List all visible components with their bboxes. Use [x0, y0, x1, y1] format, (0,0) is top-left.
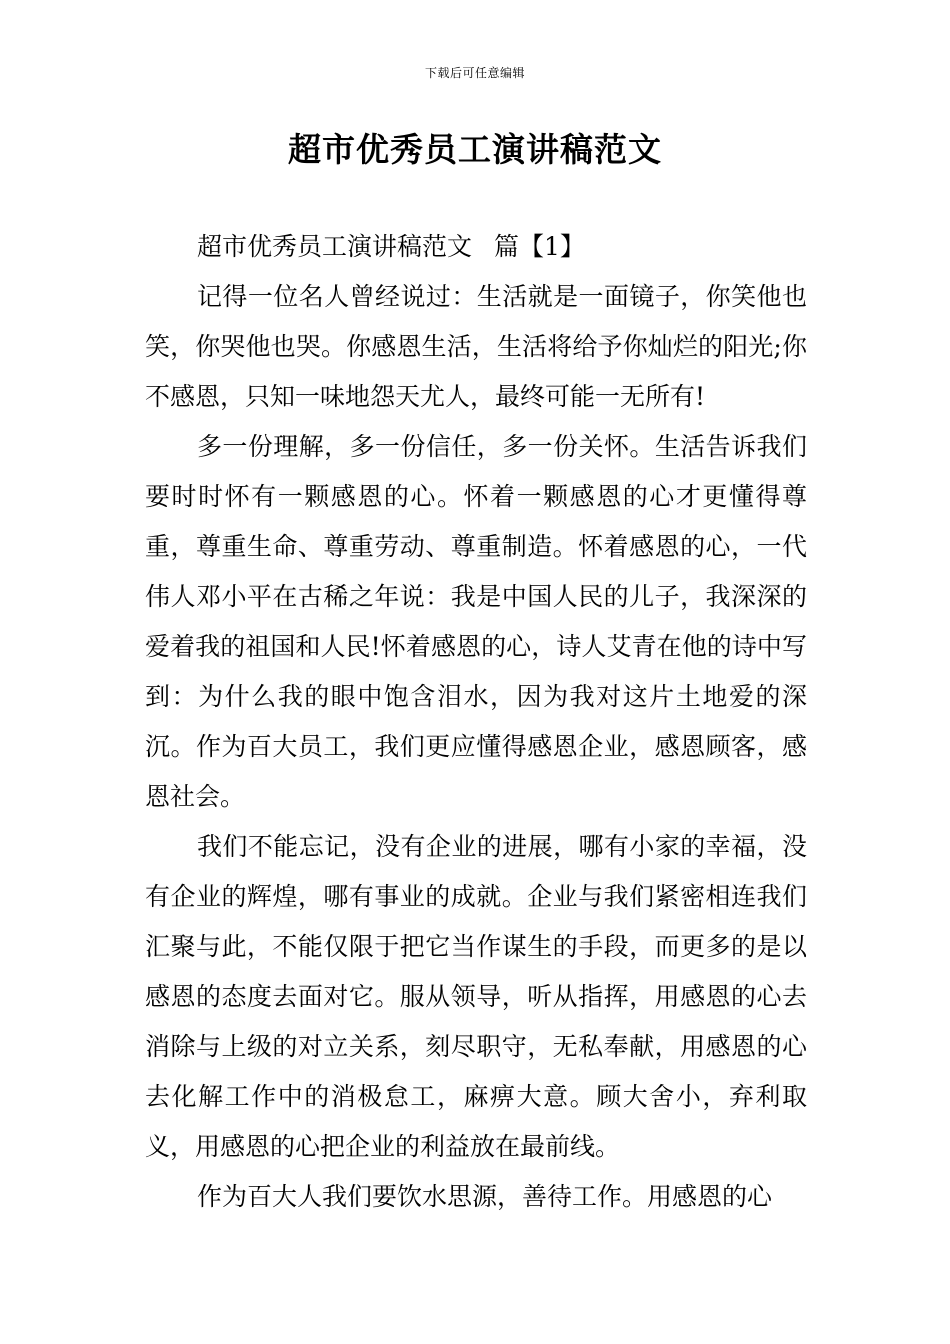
paragraph-3: 我们不能忘记，没有企业的进展，哪有小家的幸福，没有企业的辉煌，哪有事业的成就。企业与我们紧密相连我们汇聚与此，不能仅限于把它当作谋生的手段，而更多的是以感恩的态度去面对它。服从领导，听从指挥，用感恩的心去消除与上级的对立关系，刻尽职守，无私奉献，用感恩的心去化解工作中的消极怠工，麻痹大意。顾大舍小，弃利取义，用感恩的心把企业的利益放在最前线。 [145, 832, 807, 1161]
section-heading-title: 超市优秀员工演讲稿范文 [197, 232, 473, 261]
paragraph-4: 作为百大人我们要饮水思源，善待工作。用感恩的心 [197, 1182, 773, 1211]
header-note: 下载后可任意编辑 [424, 66, 525, 80]
document-body [145, 222, 807, 1222]
section-heading-label: 篇【1】 [494, 232, 585, 261]
paragraph-1: 记得一位名人曾经说过：生活就是一面镜子，你笑他也笑，你哭他也哭。你感恩生活，生活将给予你灿烂的阳光;你不感恩，只知一味地怨天尤人，最终可能一无所有! [145, 282, 807, 411]
section-heading [145, 222, 807, 272]
paragraph-2: 多一份理解，多一份信任，多一份关怀。生活告诉我们要时时怀有一颗感恩的心。怀着一颗感恩的心才更懂得尊重，尊重生命、尊重劳动、尊重制造。怀着感恩的心，一代伟人邓小平在古稀之年说：我是中国人民的儿子，我深深的爱着我的祖国和人民!怀着感恩的心，诗人艾青在他的诗中写到：为什么我的眼中饱含泪水，因为我对这片土地爱的深沉。作为百大员工，我们更应懂得感恩企业，感恩顾客，感恩社会。 [145, 432, 807, 811]
document-title: 超市优秀员工演讲稿范文 [288, 130, 662, 169]
